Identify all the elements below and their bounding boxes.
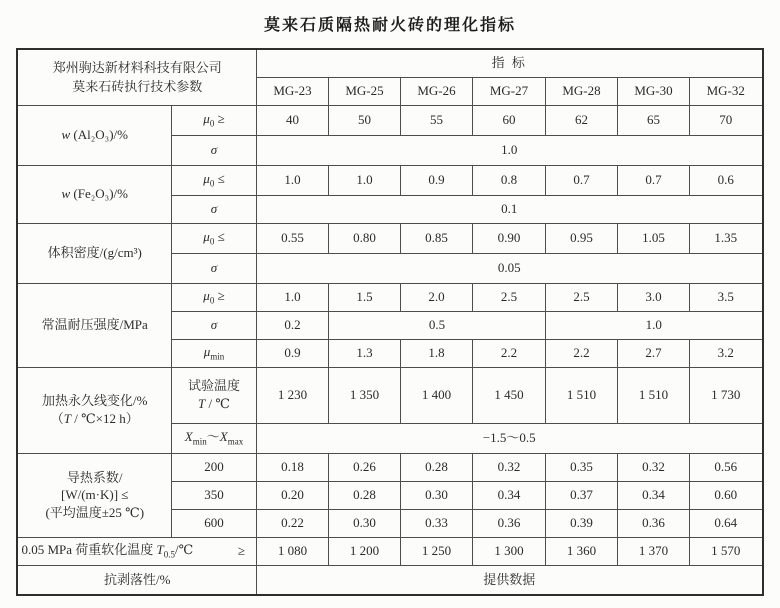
conductivity-label-line1: 导热系数/ [66,469,123,485]
value-cell: 1 230 [257,367,329,423]
sub-label-sigma: σ [171,311,256,339]
value-cell: 1 300 [473,537,546,565]
grade-header: MG-32 [690,77,763,105]
value-cell: 1 080 [257,537,329,565]
row-label-linear-change [17,367,171,453]
grade-header: MG-25 [329,77,401,105]
value-cell: 0.9 [401,165,473,195]
value-cell: 70 [690,105,763,135]
value-cell: 0.34 [618,481,690,509]
value-cell: 0.26 [329,453,401,481]
value-cell: 50 [329,105,401,135]
value-cell: 1.0 [546,311,763,339]
value-cell: 1 200 [329,537,401,565]
value-cell: 0.90 [473,223,546,253]
value-cell: 0.32 [618,453,690,481]
value-cell: 0.55 [257,223,329,253]
value-cell: 0.05 [257,253,763,283]
value-cell: 2.5 [473,283,546,311]
value-cell: 提供数据 [257,565,763,595]
value-cell: 0.32 [473,453,546,481]
value-cell: 1 510 [618,367,690,423]
softening-label: 0.05 MPa 荷重软化温度 $T_{0.5}/℃$ [21,542,194,560]
sub-label-mu0-ge: $\mu_0$ ≥ [171,105,256,135]
grade-header: MG-28 [546,77,618,105]
test-temperature-line1: 试验温度 [187,378,240,394]
test-temperature-line2: T / ℃ [198,396,230,411]
value-cell: 1.0 [257,135,763,165]
sub-label-test-temperature [171,367,256,423]
row-label-fe2o3: w (Fe₂O₃)/% [17,165,171,223]
value-cell: 0.64 [690,509,763,537]
row-label-spalling: 抗剥落性/% [17,565,256,595]
row-label-al2o3: w (Al₂O₃)/% [17,105,171,165]
value-cell: 1 350 [329,367,401,423]
value-cell: 0.9 [257,339,329,367]
value-cell: 0.36 [473,509,546,537]
linear-change-label-line1: 加热永久线变化/% [42,393,148,409]
value-cell: 0.80 [329,223,401,253]
value-cell: 1 360 [546,537,618,565]
value-cell: 3.0 [618,283,690,311]
value-cell: 0.18 [257,453,329,481]
value-cell: 1.0 [329,165,401,195]
grade-header: MG-26 [401,77,473,105]
value-cell: 1.8 [401,339,473,367]
row-label-conductivity [17,453,171,537]
linear-change-label-line2: （T / ℃×12 h） [50,411,139,426]
grade-header: MG-30 [618,77,690,105]
value-cell: 0.35 [546,453,618,481]
page-title: 莫来石质隔热耐火砖的理化指标 [263,17,516,34]
value-cell: 2.5 [546,283,618,311]
sub-label-mu-min: $\mu_{min}$ [171,339,256,367]
conductivity-label-line2: [W/(m·K)] ≤ [61,487,129,503]
grade-header: MG-27 [473,77,546,105]
value-cell: 55 [401,105,473,135]
sub-label-mu0-le: $\mu_0$ ≤ [171,223,256,253]
value-cell: 0.85 [401,223,473,253]
value-cell: 0.2 [257,311,329,339]
value-cell: 3.2 [690,339,763,367]
sub-label-mu0-ge: $\mu_0$ ≥ [171,283,256,311]
sub-label-temp-200: 200 [171,453,256,481]
value-cell: 0.60 [690,481,763,509]
row-label-strength: 常温耐压强度/MPa [17,283,171,367]
value-cell: 65 [618,105,690,135]
value-cell: −1.5～0.5 [257,423,763,453]
sub-label-temp-600: 600 [171,509,256,537]
value-cell: 0.5 [329,311,546,339]
value-cell: 40 [257,105,329,135]
company-name: 郑州驹达新材料科技有限公司 [52,59,222,75]
value-cell: 0.6 [690,165,763,195]
sub-label-xmin-xmax: $X_{min}\sim X_{max}$ [171,423,256,453]
value-cell: 0.7 [618,165,690,195]
value-cell: 1.05 [618,223,690,253]
value-cell: 1.0 [257,283,329,311]
spec-table [16,48,763,596]
value-cell: 0.34 [473,481,546,509]
value-cell: 62 [546,105,618,135]
value-cell: 1 510 [546,367,618,423]
corner-header-cell [17,49,256,105]
corner-subtitle: 莫来石砖执行技术参数 [72,79,203,95]
value-cell: 2.7 [618,339,690,367]
value-cell: 1 400 [401,367,473,423]
value-cell: 1 730 [690,367,763,423]
value-cell: 1.5 [329,283,401,311]
value-cell: 3.5 [690,283,763,311]
value-cell: 2.2 [546,339,618,367]
value-cell: 0.28 [329,481,401,509]
value-cell: 1.35 [690,223,763,253]
ge-symbol: ≥ [237,543,245,559]
value-cell: 0.37 [546,481,618,509]
sub-label-sigma: σ [171,135,256,165]
value-cell: 0.28 [401,453,473,481]
grade-header: MG-23 [257,77,329,105]
sub-label-mu0-le: $\mu_0$ ≤ [171,165,256,195]
value-cell: 1 370 [618,537,690,565]
value-cell: 60 [473,105,546,135]
value-cell: 0.30 [401,481,473,509]
sub-label-sigma: σ [171,195,256,223]
value-cell: 0.7 [546,165,618,195]
value-cell: 0.95 [546,223,618,253]
value-cell: 0.33 [401,509,473,537]
value-cell: 1 570 [690,537,763,565]
value-cell: 2.2 [473,339,546,367]
conductivity-label-line3: (平均温度±25 ℃) [45,504,145,520]
sub-label-sigma: σ [171,253,256,283]
value-cell: 1 250 [401,537,473,565]
value-cell: 0.30 [329,509,401,537]
row-label-softening [17,537,256,565]
value-cell: 0.20 [257,481,329,509]
value-cell: 1.0 [257,165,329,195]
value-cell: 0.22 [257,509,329,537]
value-cell: 0.56 [690,453,763,481]
value-cell: 1 450 [473,367,546,423]
row-label-density: 体积密度/(g/cm³) [17,223,171,283]
value-cell: 0.39 [546,509,618,537]
value-cell: 0.36 [618,509,690,537]
value-cell: 0.1 [257,195,763,223]
indicator-header: 指 标 [257,49,763,77]
sub-label-temp-350: 350 [171,481,256,509]
value-cell: 1.3 [329,339,401,367]
value-cell: 0.8 [473,165,546,195]
value-cell: 2.0 [401,283,473,311]
